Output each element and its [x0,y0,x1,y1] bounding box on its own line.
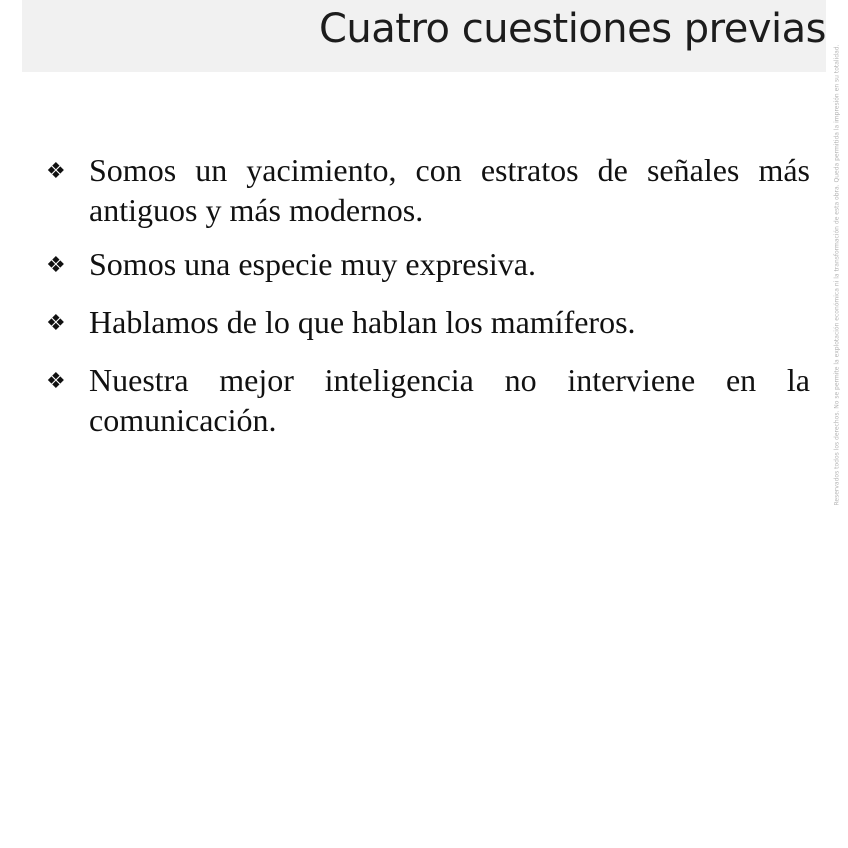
bullet-item-4 [46,360,810,440]
bullet-text: Somos un yacimiento, con estratos de señales más antiguos y más modernos. [89,152,810,228]
diamond-bullet-icon: ❖ [46,311,66,336]
bullet-text: Nuestra mejor inteligencia no interviene en la comunicación. [89,362,810,438]
bullet-list [46,150,810,454]
bullet-item-3 [46,302,810,346]
diamond-bullet-icon: ❖ [46,159,66,184]
diamond-bullet-icon: ❖ [46,369,66,394]
bullet-item-1 [46,150,810,230]
diamond-bullet-icon: ❖ [46,253,66,278]
bullet-text: Hablamos de lo que hablan los mamíferos. [89,304,636,340]
slide-title: Cuatro cuestiones previas [318,6,826,52]
copyright-note: Reservados todos los derechos. No se permite la explotación económica ni la transformación de esta obra. Queda permitida la impresión en su totalidad. [833,44,841,506]
bullet-item-2 [46,244,810,288]
bullet-text: Somos una especie muy expresiva. [89,246,536,282]
